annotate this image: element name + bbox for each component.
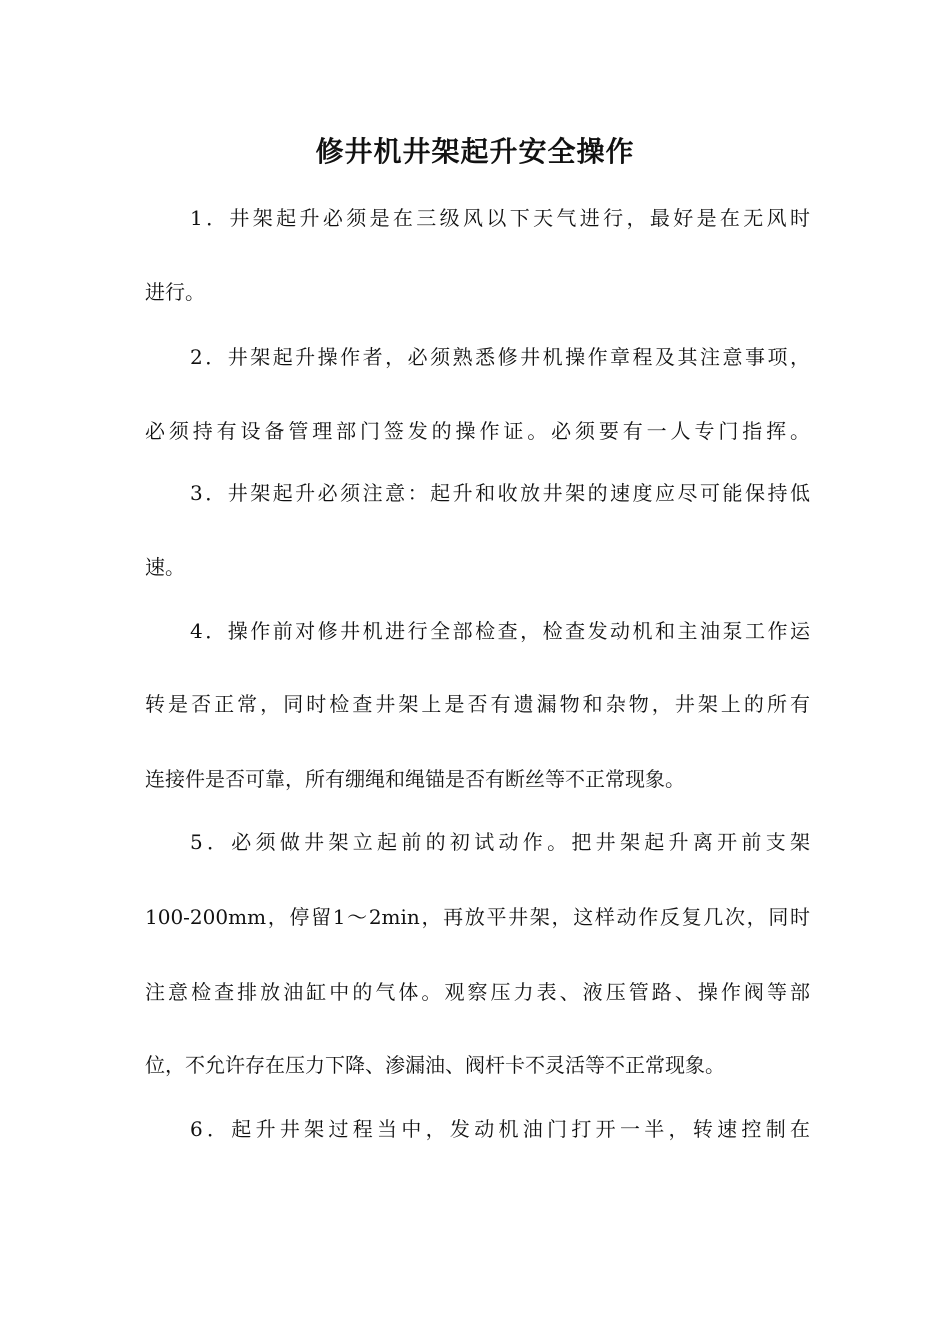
paragraph-1-line-2: 进行。: [145, 280, 205, 304]
paragraph-3-line-1: 3．井架起升必须注意：起升和收放井架的速度应尽可能保持低: [190, 481, 810, 505]
paragraph-5-line-4: 位，不允许存在压力下降、渗漏油、阀杆卡不灵活等不正常现象。: [145, 1053, 725, 1077]
paragraph-5-line-3: 注意检查排放油缸中的气体。观察压力表、液压管路、操作阀等部: [145, 980, 810, 1004]
paragraph-5-line-1: 5．必须做井架立起前的初试动作。把井架起升离开前支架: [190, 830, 810, 854]
paragraph-4-line-2: 转是否正常，同时检查井架上是否有遗漏物和杂物，井架上的所有: [145, 692, 810, 716]
paragraph-6-line-1: 6．起升井架过程当中，发动机油门打开一半，转速控制在: [190, 1117, 810, 1141]
paragraph-3-line-2: 速。: [145, 555, 185, 579]
paragraph-5-line-2: 100-200mm，停留1～2min，再放平井架，这样动作反复几次，同时: [145, 905, 810, 929]
paragraph-1-line-1: 1．井架起升必须是在三级风以下天气进行，最好是在无风时: [190, 206, 810, 230]
paragraph-4-line-3: 连接件是否可靠，所有绷绳和绳锚是否有断丝等不正常现象。: [145, 767, 685, 791]
paragraph-4-line-1: 4．操作前对修井机进行全部检查，检查发动机和主油泵工作运: [190, 619, 810, 643]
paragraph-2-line-2: 必须持有设备管理部门签发的操作证。必须要有一人专门指挥。: [145, 419, 810, 443]
paragraph-2-line-1: 2．井架起升操作者，必须熟悉修井机操作章程及其注意事项，: [190, 345, 810, 369]
document-title: 修井机井架起升安全操作: [315, 135, 635, 168]
